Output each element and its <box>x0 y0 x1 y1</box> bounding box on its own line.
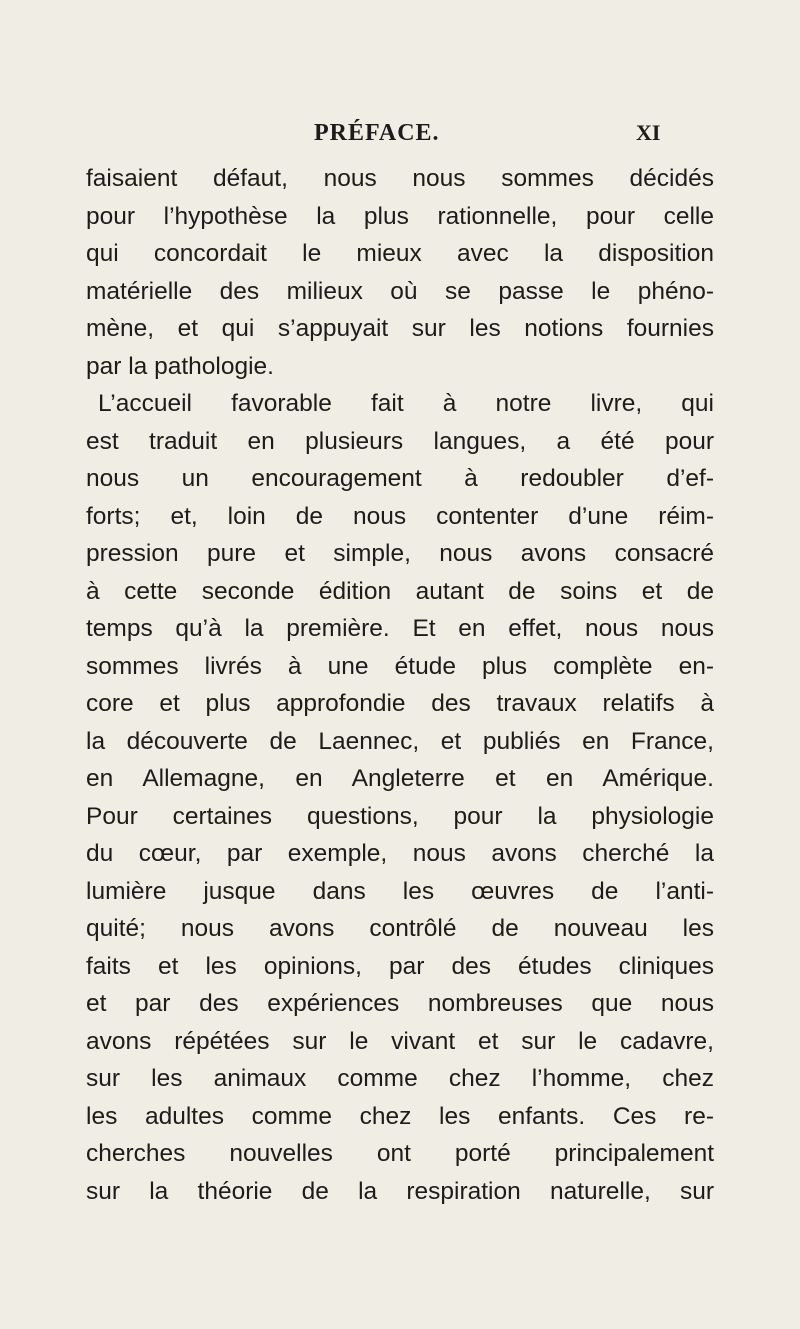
text-line: pression pure et simple, nous avons consacré <box>86 540 714 567</box>
text-line: du cœur, par exemple, nous avons cherché la <box>86 840 714 867</box>
text-line: avons répétées sur le vivant et sur le cadavre, <box>86 1027 714 1055</box>
text-line: core et plus approfondie des travaux relatifs à <box>86 690 714 717</box>
text-line: pour l’hypothèse la plus rationnelle, pour celle <box>86 202 714 230</box>
text-line: Pour certaines questions, pour la physiologie <box>86 802 714 830</box>
text-line: en Allemagne, en Angleterre et en Amérique. <box>86 765 714 792</box>
text-line: forts; et, loin de nous contenter d’une réim- <box>86 502 714 530</box>
text-line: nous un encouragement à redoubler d’ef- <box>86 465 714 492</box>
text-line: sommes livrés à une étude plus complète en- <box>86 652 714 680</box>
page-number: XI <box>636 120 661 145</box>
text-line: faits et les opinions, par des études cliniques <box>86 952 714 980</box>
text-line: sur les animaux comme chez l’homme, chez <box>86 1065 714 1092</box>
text-line: L’accueil favorable fait à notre livre, qui <box>98 390 714 417</box>
running-title: PRÉFACE. <box>314 120 440 146</box>
body-text <box>86 160 714 1210</box>
text-line: la découverte de Laennec, et publiés en France, <box>86 727 714 755</box>
text-line: les adultes comme chez les enfants. Ces re- <box>86 1102 714 1130</box>
text-line: lumière jusque dans les œuvres de l’anti- <box>86 877 714 905</box>
text-line: et par des expériences nombreuses que nous <box>86 990 714 1017</box>
text-line: cherches nouvelles ont porté principalement <box>86 1140 714 1167</box>
text-line: qui concordait le mieux avec la disposition <box>86 240 714 267</box>
page-header <box>0 118 800 148</box>
text-line: mène, et qui s’appuyait sur les notions fournies <box>86 315 714 342</box>
text-line: quité; nous avons contrôlé de nouveau les <box>86 915 714 942</box>
text-line: est traduit en plusieurs langues, a été pour <box>86 427 714 455</box>
text-line: matérielle des milieux où se passe le phéno- <box>86 277 714 305</box>
text-line: à cette seconde édition autant de soins et de <box>86 577 714 605</box>
text-line: sur la théorie de la respiration naturelle, sur <box>86 1177 714 1205</box>
text-line: faisaient défaut, nous nous sommes décidés <box>86 165 714 192</box>
text-line: par la pathologie. <box>86 352 274 380</box>
text-line: temps qu’à la première. Et en effet, nous nous <box>86 615 714 642</box>
